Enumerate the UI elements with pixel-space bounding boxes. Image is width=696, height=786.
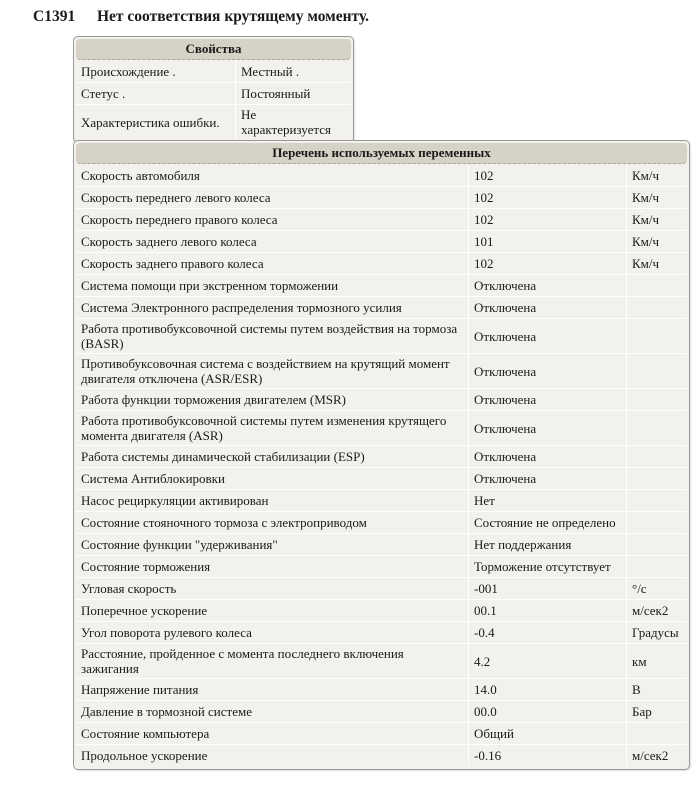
properties-heading: Свойства (76, 39, 351, 60)
variable-value: Отключена (469, 319, 627, 354)
variable-value: Нет (469, 490, 627, 512)
page-title (33, 8, 369, 26)
variable-value: Отключена (469, 411, 627, 446)
variable-value: Отключена (469, 275, 627, 297)
variable-name: Давление в тормозной системе (76, 701, 469, 723)
variable-unit (627, 297, 688, 319)
variable-value: 00.0 (469, 701, 627, 723)
variable-unit: Км/ч (627, 209, 688, 231)
property-row (76, 83, 351, 105)
variable-unit: м/сек2 (632, 748, 669, 763)
variable-value: 102 (469, 253, 627, 275)
variable-row (76, 468, 687, 490)
variable-name: Скорость переднего левого колеса (76, 187, 469, 209)
variable-name: Система Электронного распределения тормозного усилия (76, 297, 469, 319)
variable-unit (627, 556, 688, 578)
variables-panel (73, 140, 690, 770)
variable-value: Торможение отсутствует (469, 556, 627, 578)
variable-unit (627, 389, 688, 411)
variable-row (76, 679, 687, 701)
property-value: Постоянный (236, 83, 352, 105)
variable-unit (627, 354, 688, 389)
variable-unit: °/с (627, 578, 688, 600)
variable-row (76, 723, 687, 745)
variable-name: Работа противобуксовочной системы путем изменения крутящего момента двигателя (ASR) (76, 411, 469, 446)
variable-value: Отключена (469, 468, 627, 490)
variable-unit (627, 490, 688, 512)
property-row (76, 105, 351, 140)
variable-row (76, 600, 687, 622)
property-value: Местный . (236, 61, 352, 83)
variable-value: Нет поддержания (469, 534, 627, 556)
variable-row (76, 187, 687, 209)
variable-name: Насос рециркуляции активирован (76, 490, 469, 512)
variable-name: Система помощи при экстренном торможении (76, 275, 469, 297)
variable-unit: км (627, 644, 688, 679)
variable-value: Отключена (469, 297, 627, 319)
variable-unit (627, 319, 688, 354)
variable-name: Расстояние, пройденное с момента последнего включения зажигания (76, 644, 469, 679)
variable-value: -0.16 (469, 745, 627, 767)
variable-row (76, 253, 687, 275)
properties-table (76, 61, 351, 139)
variable-value: 00.1 (469, 600, 627, 622)
variable-name: Угол поворота рулевого колеса (76, 622, 469, 644)
variable-value: Отключена (469, 354, 627, 389)
variable-row (76, 512, 687, 534)
variable-value: Отключена (469, 389, 627, 411)
property-key: Характеристика ошибки. (76, 105, 236, 140)
variable-value: Общий (469, 723, 627, 745)
properties-panel (73, 36, 354, 143)
variable-row (76, 446, 687, 468)
variable-name: Состояние стояночного тормоза с электроприводом (76, 512, 469, 534)
variable-unit: Км/ч (627, 187, 688, 209)
variable-name: Работа системы динамической стабилизации (ESP) (76, 446, 469, 468)
variable-row (76, 644, 687, 679)
variable-value: 101 (469, 231, 627, 253)
variable-unit (627, 275, 688, 297)
variable-unit: Градусы (627, 622, 688, 644)
variable-unit (627, 468, 688, 490)
variable-row (76, 490, 687, 512)
variable-row (76, 622, 687, 644)
variable-unit: Км/ч (627, 253, 688, 275)
variable-unit (627, 534, 688, 556)
variable-value: Отключена (469, 446, 627, 468)
variable-unit: Км/ч (627, 165, 688, 187)
variable-value: 102 (469, 187, 627, 209)
variables-table (76, 165, 687, 766)
variable-name: Состояние торможения (76, 556, 469, 578)
variable-row (76, 165, 687, 187)
variable-row (76, 556, 687, 578)
fault-code: C1391 (33, 8, 76, 25)
variable-unit (627, 512, 688, 534)
variable-row (76, 745, 687, 767)
variable-row (76, 231, 687, 253)
variable-row (76, 534, 687, 556)
fault-description: Нет соответствия крутящему моменту. (97, 8, 370, 25)
variable-value: 14.0 (469, 679, 627, 701)
variable-row (76, 411, 687, 446)
variable-name: Угловая скорость (76, 578, 469, 600)
variable-row (76, 701, 687, 723)
variable-unit (627, 723, 688, 745)
variable-unit: м/сек2 (627, 600, 688, 622)
variables-heading: Перечень используемых переменных (76, 143, 687, 164)
variable-unit (627, 446, 688, 468)
property-row (76, 61, 351, 83)
variable-name: Напряжение питания (76, 679, 469, 701)
variable-row (76, 319, 687, 354)
variable-name: Работа функции торможения двигателем (MSR) (76, 389, 469, 411)
variable-unit: Км/ч (627, 231, 688, 253)
property-key: Стетус . (76, 83, 236, 105)
property-value: Не характеризуется (241, 107, 331, 137)
variable-unit (627, 411, 688, 446)
variable-name: Скорость заднего правого колеса (76, 253, 469, 275)
variable-value: 102 (469, 165, 627, 187)
variable-value: Состояние не определено (469, 512, 627, 534)
variable-unit: Бар (627, 701, 688, 723)
variable-row (76, 297, 687, 319)
variable-name: Скорость переднего правого колеса (76, 209, 469, 231)
variable-row (76, 275, 687, 297)
variable-value: -0.4 (469, 622, 627, 644)
variable-name: Противобуксовочная система с воздействием на крутящий момент двигателя отключена (ASR/ESR) (76, 354, 469, 389)
variable-row (76, 209, 687, 231)
variable-name: Поперечное ускорение (76, 600, 469, 622)
variable-name: Скорость автомобиля (76, 165, 469, 187)
variable-value: 102 (469, 209, 627, 231)
variable-name: Система Антиблокировки (76, 468, 469, 490)
variable-value: -001 (469, 578, 627, 600)
variable-name: Состояние компьютера (76, 723, 469, 745)
variable-row (76, 389, 687, 411)
variable-name: Состояние функции "удерживания" (76, 534, 469, 556)
variable-name: Работа противобуксовочной системы путем воздействия на тормоза (BASR) (76, 319, 469, 354)
variable-name: Продольное ускорение (76, 745, 469, 767)
variable-name: Скорость заднего левого колеса (76, 231, 469, 253)
variable-value: 4.2 (469, 644, 627, 679)
variable-row (76, 354, 687, 389)
variable-row (76, 578, 687, 600)
variable-unit: В (627, 679, 688, 701)
property-key: Происхождение . (76, 61, 236, 83)
